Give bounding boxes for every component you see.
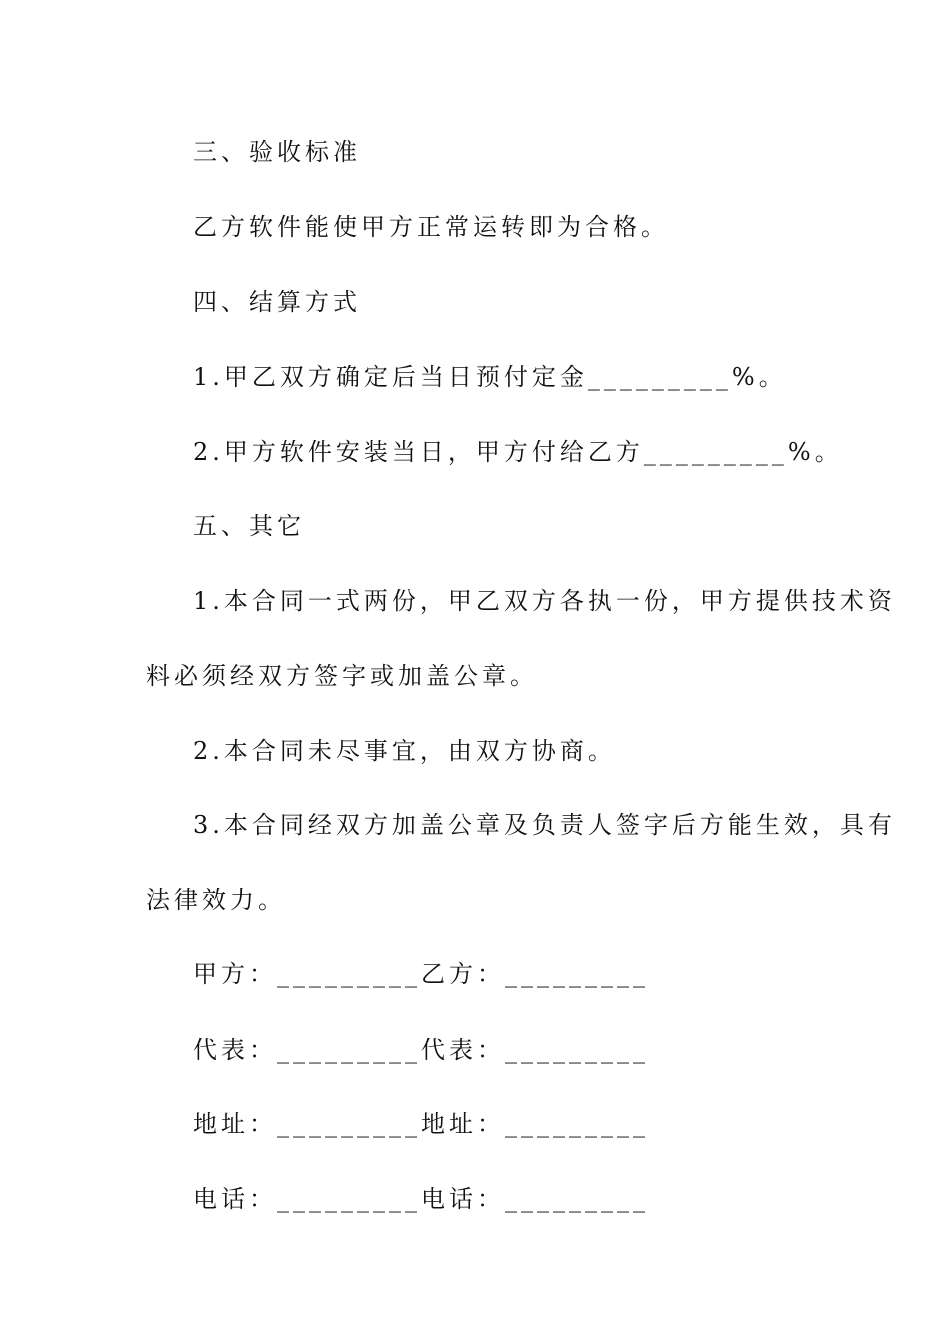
signature-representative-line: 代表：_________代表：_________	[193, 1036, 649, 1064]
section-5-item-3-line-1: 3.本合同经双方加盖公章及负责人签字后方能生效，具有	[193, 811, 896, 839]
section-5-heading: 五、其它	[193, 512, 305, 540]
section-5-item-3-line-2: 法律效力。	[146, 886, 286, 914]
signature-address-line: 地址：_________地址：_________	[193, 1110, 649, 1138]
section-4-heading: 四、结算方式	[193, 288, 361, 316]
section-5-item-1-line-2: 料必须经双方签字或加盖公章。	[146, 662, 538, 690]
section-4-item-2: 2.甲方软件安装当日，甲方付给乙方_________%。	[193, 438, 843, 466]
signature-phone-line: 电话：_________电话：_________	[193, 1185, 649, 1213]
section-4-item-1: 1.甲乙双方确定后当日预付定金_________%。	[193, 363, 787, 391]
signature-party-line: 甲方：_________乙方：_________	[193, 960, 649, 988]
section-5-item-1-line-1: 1.本合同一式两份，甲乙双方各执一份，甲方提供技术资	[193, 587, 896, 615]
section-3-heading: 三、验收标准	[193, 138, 361, 166]
section-5-item-2: 2.本合同未尽事宜，由双方协商。	[193, 737, 616, 765]
section-3-body: 乙方软件能使甲方正常运转即为合格。	[193, 213, 669, 241]
